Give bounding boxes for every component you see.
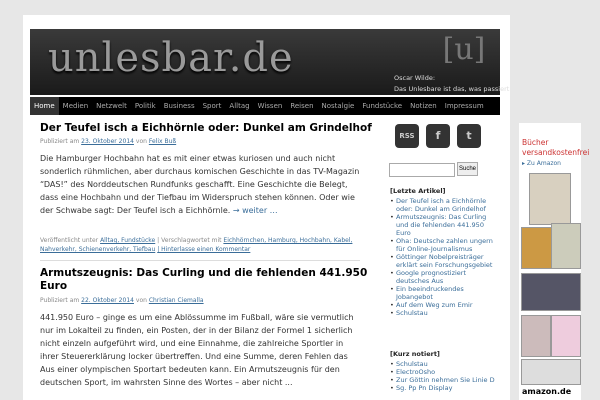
- post-author-link[interactable]: Christian Ciemalla: [148, 297, 204, 304]
- latest-article-link[interactable]: • Schulstau: [390, 309, 500, 317]
- latest-article-link[interactable]: • Armutszeugnis: Das Curling und die fehlenden 441.950 Euro: [390, 213, 500, 237]
- post-divider: [40, 260, 360, 261]
- book-cover-6: [551, 315, 581, 357]
- nav-notizen[interactable]: Notizen: [410, 102, 437, 110]
- page-container: [23, 15, 510, 400]
- nav-reisen[interactable]: Reisen: [290, 102, 314, 110]
- book-cover-5: [521, 315, 551, 357]
- short-note-link[interactable]: • ElectroOsho: [390, 368, 500, 376]
- nav-home[interactable]: Home: [30, 97, 59, 115]
- nav-impressum[interactable]: Impressum: [444, 102, 484, 110]
- meta-prefix: Publiziert am: [40, 297, 80, 304]
- meta-by: von: [135, 297, 147, 304]
- latest-article-link[interactable]: • Oha: Deutsche zahlen ungern für Online-Journalismus: [390, 237, 500, 253]
- search-button[interactable]: Suche: [457, 162, 478, 176]
- latest-article-link[interactable]: • Ein beeindruckendes Jobangebot: [390, 285, 500, 301]
- facebook-icon[interactable]: f: [426, 124, 450, 148]
- short-note-link[interactable]: • Sg. Pp Pn Display: [390, 384, 500, 392]
- meta-by: von: [135, 138, 147, 145]
- post-excerpt: [40, 152, 360, 217]
- nav-wissen[interactable]: Wissen: [257, 102, 283, 110]
- latest-articles-list: [390, 197, 500, 317]
- short-notes-title: [Kurz notiert]: [390, 350, 440, 358]
- latest-articles-title: [Letzte Artikel]: [390, 187, 446, 195]
- nav-sport[interactable]: Sport: [202, 102, 222, 110]
- footer-prefix: Veröffentlicht unter: [40, 237, 99, 244]
- book-cover-4: [521, 273, 581, 311]
- post-tags[interactable]: Eichhörnchen, Hamburg, Hochbahn, Kabel, Nahverkehr, Schienenverkehr, Tiefbau: [40, 237, 353, 253]
- post-author-link[interactable]: Felix Buß: [148, 138, 177, 145]
- comment-link[interactable]: | Hinterlasse einen Kommentar: [157, 246, 251, 253]
- site-header: [30, 29, 510, 95]
- short-note-link[interactable]: • Zur Göttin nehmen Sie Linie D: [390, 376, 500, 384]
- amazon-logo: amazon.de: [522, 387, 572, 396]
- post-excerpt: [40, 311, 360, 389]
- latest-article-link[interactable]: • Auf dem Weg zum Emir: [390, 301, 500, 309]
- post-categories[interactable]: Alltag, Fundstücke: [100, 237, 156, 244]
- latest-article-link[interactable]: • Der Teufel isch a Eichhörnle oder: Dunkel am Grindelhof: [390, 197, 500, 213]
- logo-mark: [u]: [442, 32, 486, 67]
- nav-nostalgie[interactable]: Nostalgie: [321, 102, 355, 110]
- ad-link[interactable]: ▸ Zu Amazon: [522, 160, 561, 167]
- nav-alltag[interactable]: Alltag: [229, 102, 250, 110]
- post-body: Die Hamburger Hochbahn hat es mit einer etwas kuriosen und auch nicht sonderlich rühmlichen, aber durchaus komischen Geschichte in das TV-Magazin “DAS!” des Norddeutschen Rundfunks geschafft. Eine Geschichte die Belegt, dass eine Hochbahn und der Tiefbau im Widerspruch stehen können. Oder wie der Schwabe sagt: Der Teufel isch a Eichhörnle.: [40, 154, 360, 215]
- post-body: 441.950 Euro – ginge es um eine Ablössumme im Fußball, wäre sie vermutlich nur im Lokalteil zu finden, ein Posten, der in der Bilanz der Formel 1 sicherlich nicht einzeln aufgeführt wird, und eine Einnahme, die zahlreiche Sportler in ihrer Steuererklärung locker übertreffen. Und eine Summe, deren Fehlen das Aus einer olympischen Sportart bedeuten kann. Ein Armutszeugnis für den deutschen Sport, im wahrsten Sinne des Wortes – aber nicht ...: [40, 313, 354, 387]
- post-date-link[interactable]: 22. Oktober 2014: [81, 297, 134, 304]
- latest-article-link[interactable]: • Google prognostiziert deutsches Aus: [390, 269, 500, 285]
- book-cover-2: [521, 227, 553, 269]
- book-cover-1: [529, 173, 571, 225]
- twitter-icon[interactable]: t: [457, 124, 481, 148]
- main-nav: [30, 97, 500, 115]
- ad-subheadline: versandkostenfrei: [522, 148, 590, 157]
- post-title[interactable]: Armutszeugnis: Das Curling und die fehlenden 441.950 Euro: [40, 267, 368, 292]
- short-notes-list: [390, 360, 500, 392]
- nav-business[interactable]: Business: [163, 102, 195, 110]
- nav-fundstuecke[interactable]: Fundstücke: [362, 102, 403, 110]
- post-meta: [40, 297, 204, 304]
- post-footer: [40, 236, 360, 254]
- nav-netzwelt[interactable]: Netzwelt: [96, 102, 127, 110]
- tags-prefix: | Verschlagwortet mit: [157, 237, 222, 244]
- latest-article-link[interactable]: • Göttinger Nobelpreisträger erklärt sein Forschungsgebiet: [390, 253, 500, 269]
- amazon-ad-banner[interactable]: [519, 123, 590, 400]
- ad-headline: Bücher: [522, 138, 549, 147]
- book-cover-7: [521, 359, 581, 385]
- read-more-link[interactable]: → weiter …: [232, 206, 278, 215]
- nav-politik[interactable]: Politik: [134, 102, 156, 110]
- header-quote-text: Das Unlesbare ist das, was passiert: [394, 85, 510, 93]
- nav-medien[interactable]: Medien: [62, 102, 89, 110]
- site-title[interactable]: unlesbar.de: [48, 35, 294, 81]
- post-title[interactable]: Der Teufel isch a Eichhörnle oder: Dunkel am Grindelhof: [40, 122, 372, 134]
- header-quote-author: Oscar Wilde:: [394, 74, 436, 82]
- book-cover-3: [551, 223, 581, 269]
- meta-prefix: Publiziert am: [40, 138, 80, 145]
- rss-icon[interactable]: RSS: [395, 124, 419, 148]
- short-note-link[interactable]: • Schulstau: [390, 360, 500, 368]
- post-meta: [40, 138, 176, 145]
- search-input[interactable]: [389, 163, 455, 177]
- post-date-link[interactable]: 23. Oktober 2014: [81, 138, 134, 145]
- social-icons: [395, 124, 481, 148]
